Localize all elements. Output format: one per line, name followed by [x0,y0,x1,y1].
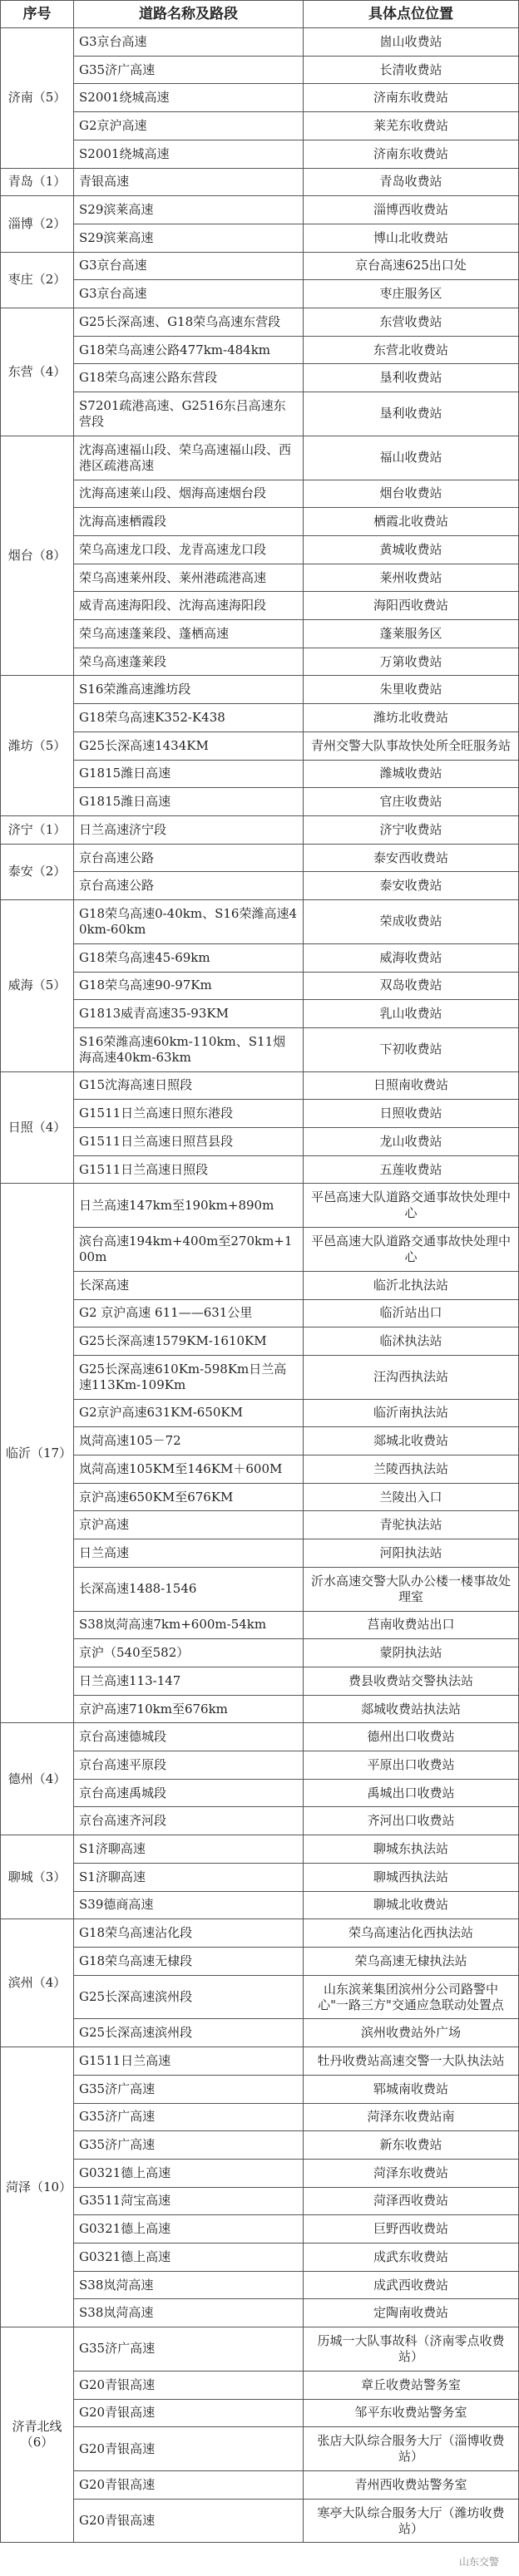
road-cell: G20青银高速 [74,2399,304,2427]
road-cell: S1济聊高速 [74,1863,304,1891]
location-cell: 荣乌高速沾化西执法站 [304,1919,519,1948]
location-cell: 官庄收费站 [304,788,519,816]
table-row [1,731,519,760]
table-row [1,28,519,57]
location-cell: 临沂站出口 [304,1299,519,1327]
table-row [1,1539,519,1568]
table-row [1,1071,519,1100]
location-cell: 菏泽东收费站 [304,2159,519,2187]
road-cell: S38岚菏高速7km+600m-54km [74,1611,304,1639]
road-cell: 沈海高速福山段、荣乌高速福山段、西港区疏港高速 [74,436,304,480]
road-cell: G35济广高速 [74,2131,304,2160]
location-cell: 郯城北收费站 [304,1427,519,1455]
region-cell: 泰安（2） [1,844,74,899]
table-row [1,436,519,480]
table-row [1,1455,519,1484]
location-cell: 济南东收费站 [304,140,519,168]
table-row [1,1835,519,1864]
road-cell: 京台高速公路 [74,844,304,872]
table-row [1,1100,519,1128]
road-cell: G25长深高速滨州段 [74,1975,304,2019]
road-cell: 青银高速 [74,168,304,196]
road-cell: G1511日兰高速日照段 [74,1155,304,1184]
location-cell: 日照收费站 [304,1100,519,1128]
location-cell: 崮山收费站 [304,28,519,57]
location-cell: 滨州收费站外广场 [304,2019,519,2047]
location-cell: 邹平东收费站警务室 [304,2399,519,2427]
table-row [1,56,519,84]
location-cell: 泰安西收费站 [304,844,519,872]
table-row [1,1299,519,1327]
table-row [1,760,519,788]
location-cell: 博山北收费站 [304,224,519,252]
location-cell: 聊城北收费站 [304,1891,519,1919]
road-cell: G25长深高速610Km-598Km日兰高速113Km-109Km [74,1355,304,1399]
location-cell: 朱里收费站 [304,676,519,704]
table-row [1,844,519,872]
road-cell: G25长深高速、G18荣乌高速东营段 [74,308,304,337]
location-cell: 黄城收费站 [304,535,519,564]
location-cell: 费县收费站交警执法站 [304,1667,519,1695]
table-row [1,2047,519,2076]
road-cell: G20青银高速 [74,2499,304,2543]
location-cell: 青州西收费站警务室 [304,2470,519,2499]
location-cell: 平原出口收费站 [304,1751,519,1780]
table-row [1,392,519,436]
table-row [1,308,519,337]
location-cell: 荣成收费站 [304,900,519,944]
table-row [1,1695,519,1723]
road-cell: 荣乌高速莱州段、莱州港疏港高速 [74,564,304,592]
table-row [1,1667,519,1695]
table-row [1,2159,519,2187]
road-cell: G3京台高速 [74,28,304,57]
location-cell: 兰陵出入口 [304,1483,519,1511]
table-row [1,872,519,900]
road-cell: S38岚菏高速 [74,2299,304,2327]
location-cell: 潍坊北收费站 [304,704,519,732]
road-cell: G35济广高速 [74,2327,304,2372]
location-cell: 济南东收费站 [304,84,519,112]
road-cell: 京台高速平原段 [74,1751,304,1780]
location-cell: 福山收费站 [304,436,519,480]
region-cell: 日照（4） [1,1071,74,1184]
road-cell: G2京沪高速 [74,112,304,140]
table-row [1,2244,519,2272]
road-cell: G18荣乌高速0-40km、S16荣潍高速40km-60km [74,900,304,944]
road-cell: 京沪高速 [74,1511,304,1539]
road-cell: 京台高速齐河段 [74,1807,304,1835]
location-cell: 枣庄服务区 [304,280,519,308]
location-cell: 潍城收费站 [304,760,519,788]
location-cell: 蓬莱服务区 [304,620,519,648]
road-cell: 日兰高速济宁段 [74,815,304,844]
table-row [1,508,519,536]
road-cell: G0321德上高速 [74,2215,304,2244]
road-cell: 日兰高速 [74,1539,304,1568]
table-row [1,972,519,1000]
location-cell: 新东收费站 [304,2131,519,2160]
road-cell: 荣乌高速蓬莱段 [74,648,304,676]
table-row [1,2215,519,2244]
road-cell: G1511日兰高速日照莒县段 [74,1128,304,1156]
location-cell: 成武西收费站 [304,2271,519,2299]
table-row [1,2187,519,2215]
road-cell: 京台高速公路 [74,872,304,900]
road-cell: S16荣潍高速60km-110km、S11烟海高速40km-63km [74,1027,304,1071]
table-row [1,564,519,592]
header-region: 序号 [1,1,74,28]
table-row [1,1184,519,1228]
table-row [1,620,519,648]
table-row [1,2399,519,2427]
table-row [1,2371,519,2399]
location-cell: 济宁收费站 [304,815,519,844]
road-cell: G1815潍日高速 [74,788,304,816]
location-cell: 平邑高速大队道路交通事故快处理中心 [304,1228,519,1272]
table-row [1,2470,519,2499]
location-cell: 郓城南收费站 [304,2075,519,2103]
road-cell: 京沪高速710km至676km [74,1695,304,1723]
location-cell: 泰安收费站 [304,872,519,900]
region-cell: 青岛（1） [1,168,74,196]
road-cell: S7201疏港高速、G2516东吕高速东营段 [74,392,304,436]
table-row [1,480,519,508]
table-row [1,336,519,364]
location-cell: 下初收费站 [304,1027,519,1071]
region-cell: 滨州（4） [1,1919,74,2047]
table-row [1,1751,519,1780]
location-cell: 垦利收费站 [304,392,519,436]
table-row [1,140,519,168]
table-row [1,1863,519,1891]
region-cell: 聊城（3） [1,1835,74,1919]
road-cell: G1813威青高速35-93KM [74,1000,304,1028]
road-cell: S38岚菏高速 [74,2271,304,2299]
road-cell: 沈海高速栖霞段 [74,508,304,536]
road-cell: G3511菏宝高速 [74,2187,304,2215]
road-cell: 威青高速海阳段、沈海高速海阳段 [74,592,304,620]
road-cell: G20青银高速 [74,2427,304,2471]
location-cell: 菏泽西收费站 [304,2187,519,2215]
road-cell: G18荣乌高速无棣段 [74,1948,304,1976]
road-cell: 荣乌高速龙口段、龙青高速龙口段 [74,535,304,564]
table-row [1,1027,519,1071]
location-cell: 龙山收费站 [304,1128,519,1156]
road-cell: G35济广高速 [74,2103,304,2131]
road-cell: G25长深高速滨州段 [74,2019,304,2047]
road-cell: G35济广高速 [74,2075,304,2103]
table-row [1,1567,519,1611]
location-cell: 菏泽东收费站南 [304,2103,519,2131]
table-row [1,1891,519,1919]
road-cell: 日兰高速113-147 [74,1667,304,1695]
table-row [1,224,519,252]
location-cell: 巨野西收费站 [304,2215,519,2244]
location-cell: 青州交警大队事故快处所全旺服务站 [304,731,519,760]
road-cell: 京沪高速650KM至676KM [74,1483,304,1511]
table-row [1,2131,519,2160]
table-row [1,2271,519,2299]
road-cell: G1511日兰高速日照东港段 [74,1100,304,1128]
road-cell: 京沪（540至582） [74,1639,304,1667]
table-row [1,648,519,676]
table-row [1,1511,519,1539]
road-cell: 日兰高速147km至190km+890m [74,1184,304,1228]
location-cell: 齐河出口收费站 [304,1807,519,1835]
location-cell: 蒙阴执法站 [304,1639,519,1667]
location-cell: 山东滨莱集团滨州分公司路警中心"一路三方"交通应急联动处置点 [304,1975,519,2019]
road-cell: G18荣乌高速90-97Km [74,972,304,1000]
road-cell: G0321德上高速 [74,2159,304,2187]
location-cell: 兰陵西执法站 [304,1455,519,1484]
location-cell: 临沂南执法站 [304,1399,519,1427]
road-cell: 荣乌高速蓬莱段、蓬栖高速 [74,620,304,648]
road-cell: G15沈海高速日照段 [74,1071,304,1100]
table-row [1,1611,519,1639]
road-cell: 长深高速 [74,1271,304,1299]
table-row [1,1807,519,1835]
table-row [1,676,519,704]
location-cell: 德州出口收费站 [304,1723,519,1751]
road-cell: S2001绕城高速 [74,140,304,168]
table-row [1,1355,519,1399]
location-cell: 东营北收费站 [304,336,519,364]
header-row [1,1,519,28]
location-cell: 禹城出口收费站 [304,1779,519,1807]
region-cell: 济宁（1） [1,815,74,844]
region-cell: 济青北线（6） [1,2327,74,2543]
table-row [1,112,519,140]
table-row [1,168,519,196]
road-cell: 沈海高速莱山段、烟海高速烟台段 [74,480,304,508]
table-row [1,1948,519,1976]
road-cell: 京台高速禹城段 [74,1779,304,1807]
table-row [1,1483,519,1511]
road-cell: S29滨莱高速 [74,224,304,252]
location-cell: 历城一大队事故科（济南零点收费站） [304,2327,519,2372]
region-cell: 威海（5） [1,900,74,1072]
location-cell: 河阳执法站 [304,1539,519,1568]
location-cell: 长清收费站 [304,56,519,84]
location-cell: 荣乌高速无棣执法站 [304,1948,519,1976]
road-cell: G35济广高速 [74,56,304,84]
road-cell: G2 京沪高速 611——631公里 [74,1299,304,1327]
location-cell: 沂水高速交警大队办公楼一楼事故处理室 [304,1567,519,1611]
header-road: 道路名称及路段 [74,1,304,28]
table-row [1,1723,519,1751]
table-row [1,535,519,564]
road-cell: G0321德上高速 [74,2244,304,2272]
location-cell: 成武东收费站 [304,2244,519,2272]
table-row [1,1327,519,1356]
road-cell: G18荣乌高速沾化段 [74,1919,304,1948]
location-cell: 东营收费站 [304,308,519,337]
location-cell: 临沂北执法站 [304,1271,519,1299]
road-cell: 京台高速德城段 [74,1723,304,1751]
region-cell: 菏泽（10） [1,2047,74,2327]
table-row [1,1128,519,1156]
table-row [1,1000,519,1028]
table-row [1,1399,519,1427]
table-row [1,1779,519,1807]
region-cell: 东营（4） [1,308,74,436]
road-cell: 长深高速1488-1546 [74,1567,304,1611]
location-cell: 寒亭大队综合服务大厅（潍坊收费站） [304,2499,519,2543]
road-cell: G18荣乌高速公路477km-484km [74,336,304,364]
watermark-text: 山东交警 [459,2556,500,2568]
location-cell: 莒南收费站出口 [304,1611,519,1639]
table-row [1,2327,519,2372]
region-cell: 枣庄（2） [1,252,74,308]
header-location: 具体点位位置 [304,1,519,28]
location-cell: 万第收费站 [304,648,519,676]
location-cell: 定陶南收费站 [304,2299,519,2327]
road-cell: S1济聊高速 [74,1835,304,1864]
region-cell: 烟台（8） [1,436,74,676]
location-cell: 牡丹收费站高速交警一大队执法站 [304,2047,519,2076]
table-row [1,1639,519,1667]
location-cell: 威海收费站 [304,943,519,972]
table-row [1,704,519,732]
location-cell: 章丘收费站警务室 [304,2371,519,2399]
road-cell: G18荣乌高速公路东营段 [74,364,304,392]
table-row [1,364,519,392]
location-cell: 海阳西收费站 [304,592,519,620]
table-row [1,788,519,816]
location-cell: 郯城收费站执法站 [304,1695,519,1723]
road-cell: S16荣潍高速潍坊段 [74,676,304,704]
location-cell: 聊城东执法站 [304,1835,519,1864]
table-row [1,280,519,308]
location-cell: 垦利收费站 [304,364,519,392]
table-row [1,2499,519,2543]
table-row [1,1919,519,1948]
road-cell: G3京台高速 [74,252,304,280]
road-cell: G18荣乌高速K352-K438 [74,704,304,732]
table-row [1,1975,519,2019]
location-cell: 平邑高速大队道路交通事故快处理中心 [304,1184,519,1228]
table-row [1,900,519,944]
table-body [1,28,519,2543]
road-cell: G25长深高速1434KM [74,731,304,760]
road-cell: G3京台高速 [74,280,304,308]
road-cell: G1511日兰高速 [74,2047,304,2076]
road-cell: 岚菏高速105－72 [74,1427,304,1455]
location-cell: 青岛收费站 [304,168,519,196]
table-row [1,1271,519,1299]
road-cell: G20青银高速 [74,2371,304,2399]
location-cell: 汪沟西执法站 [304,1355,519,1399]
table-row [1,1228,519,1272]
location-cell: 莱芜东收费站 [304,112,519,140]
road-cell: 滨台高速194km+400m至270km+100m [74,1228,304,1272]
location-cell: 临沭执法站 [304,1327,519,1356]
location-cell: 京台高速625出口处 [304,252,519,280]
location-cell: 聊城西执法站 [304,1863,519,1891]
road-cell: S2001绕城高速 [74,84,304,112]
location-cell: 青驼执法站 [304,1511,519,1539]
road-cell: G2京沪高速631KM-650KM [74,1399,304,1427]
road-cell: S39德商高速 [74,1891,304,1919]
road-cell: 岚菏高速105KM至146KM＋600M [74,1455,304,1484]
location-cell: 张店大队综合服务大厅（淄博收费站） [304,2427,519,2471]
table-row [1,2427,519,2471]
region-cell: 济南（5） [1,28,74,169]
region-cell: 淄博（2） [1,196,74,252]
table-row [1,84,519,112]
location-cell: 莱州收费站 [304,564,519,592]
location-cell: 日照南收费站 [304,1071,519,1100]
table-row [1,592,519,620]
table-row [1,2103,519,2131]
region-cell: 德州（4） [1,1723,74,1835]
table-row [1,815,519,844]
table-row [1,2299,519,2327]
table-row [1,252,519,280]
location-cell: 栖霞北收费站 [304,508,519,536]
road-cell: G1815潍日高速 [74,760,304,788]
region-cell: 临沂（17） [1,1184,74,1723]
table-row [1,1155,519,1184]
table-row [1,2019,519,2047]
road-cell: S29滨莱高速 [74,196,304,224]
location-cell: 乳山收费站 [304,1000,519,1028]
road-cell: G20青银高速 [74,2470,304,2499]
road-cell: G25长深高速1579KM-1610KM [74,1327,304,1356]
region-cell: 潍坊（5） [1,676,74,816]
location-cell: 双岛收费站 [304,972,519,1000]
location-cell: 淄博西收费站 [304,196,519,224]
table-row [1,1427,519,1455]
table-row [1,943,519,972]
road-cell: G18荣乌高速45-69km [74,943,304,972]
location-cell: 烟台收费站 [304,480,519,508]
table-row [1,196,519,224]
location-cell: 五莲收费站 [304,1155,519,1184]
table-row [1,2075,519,2103]
